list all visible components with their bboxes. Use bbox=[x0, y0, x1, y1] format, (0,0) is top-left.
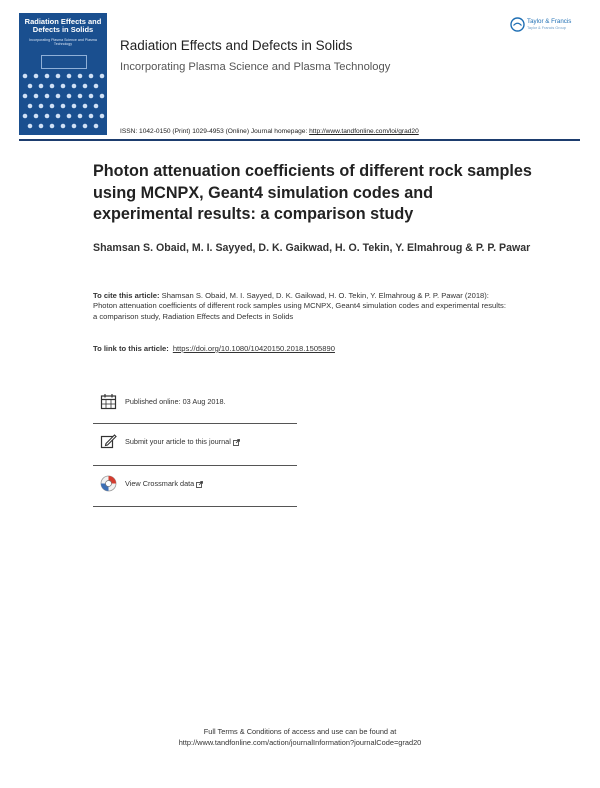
journal-title: Radiation Effects and Defects in Solids bbox=[120, 38, 353, 53]
crossmark-icon bbox=[100, 475, 117, 492]
info-divider bbox=[93, 465, 297, 466]
info-divider bbox=[93, 423, 297, 424]
crossmark-link-label[interactable]: View Crossmark data bbox=[125, 479, 195, 488]
submit-link-label[interactable]: Submit your article to this journal bbox=[125, 437, 231, 446]
article-authors: Shamsan S. Obaid, M. I. Sayyed, D. K. Gaikwad, H. O. Tekin, Y. Elmahroug & P. P. Pawar bbox=[93, 242, 531, 254]
doi-link[interactable]: https://doi.org/10.1080/10420150.2018.1505890 bbox=[172, 344, 335, 353]
header-divider bbox=[19, 139, 580, 141]
journal-homepage-link[interactable]: http://www.tandfonline.com/loi/grad20 bbox=[309, 128, 419, 135]
link-label: To link to this article: bbox=[93, 344, 169, 353]
external-link-icon bbox=[196, 481, 203, 488]
article-link-line bbox=[93, 344, 335, 353]
edit-icon bbox=[100, 433, 117, 450]
crossmark-row[interactable] bbox=[100, 475, 296, 495]
cover-box bbox=[41, 55, 87, 69]
footer-terms-line: Full Terms & Conditions of access and use can be found at bbox=[203, 727, 397, 736]
publisher-name: Taylor & Francis bbox=[527, 18, 572, 25]
external-link-icon bbox=[233, 439, 240, 446]
article-title: Photon attenuation coefficients of different rock samples using MCNPX, Geant4 simulation codes and experimental results: a comparison study bbox=[93, 162, 532, 223]
cover-dot-pattern bbox=[19, 71, 107, 135]
footer-terms-url[interactable]: http://www.tandfonline.com/action/journalInformation?journalCode=grad20 bbox=[178, 738, 422, 747]
journal-subtitle: Incorporating Plasma Science and Plasma Technology bbox=[120, 61, 391, 73]
submit-row[interactable] bbox=[100, 433, 296, 453]
published-date: Published online: 03 Aug 2018. bbox=[125, 397, 226, 406]
citation-text: Shamsan S. Obaid, M. I. Sayyed, D. K. Gaikwad, H. O. Tekin, Y. Elmahroug & P. P. Pawar (2018): Photon attenuation coefficients of different rock samples using MCNPX, Geant4 simulation codes and experimental results: a comparison study, Radiation Effects and Defects in Solids bbox=[93, 291, 506, 321]
crossmark-link-text[interactable] bbox=[125, 479, 203, 488]
submit-link-text[interactable] bbox=[125, 437, 240, 446]
citation-label: To cite this article: bbox=[93, 291, 160, 300]
citation bbox=[93, 291, 508, 322]
published-row bbox=[100, 393, 296, 413]
info-divider bbox=[93, 506, 297, 507]
calendar-icon bbox=[100, 393, 117, 410]
journal-cover-image bbox=[19, 13, 107, 135]
cover-subtitle: Incorporating Plasma Science and Plasma Technology bbox=[29, 38, 97, 47]
publisher-tagline: Taylor & Francis Group bbox=[527, 26, 566, 30]
publisher-logo-icon bbox=[510, 17, 525, 32]
publisher-logo bbox=[510, 15, 582, 37]
issn-text: ISSN: 1042-0150 (Print) 1029-4953 (Online) Journal homepage: bbox=[120, 128, 310, 135]
issn-line bbox=[120, 128, 419, 135]
cover-title: Radiation Effects and Defects in Solids bbox=[24, 17, 102, 34]
